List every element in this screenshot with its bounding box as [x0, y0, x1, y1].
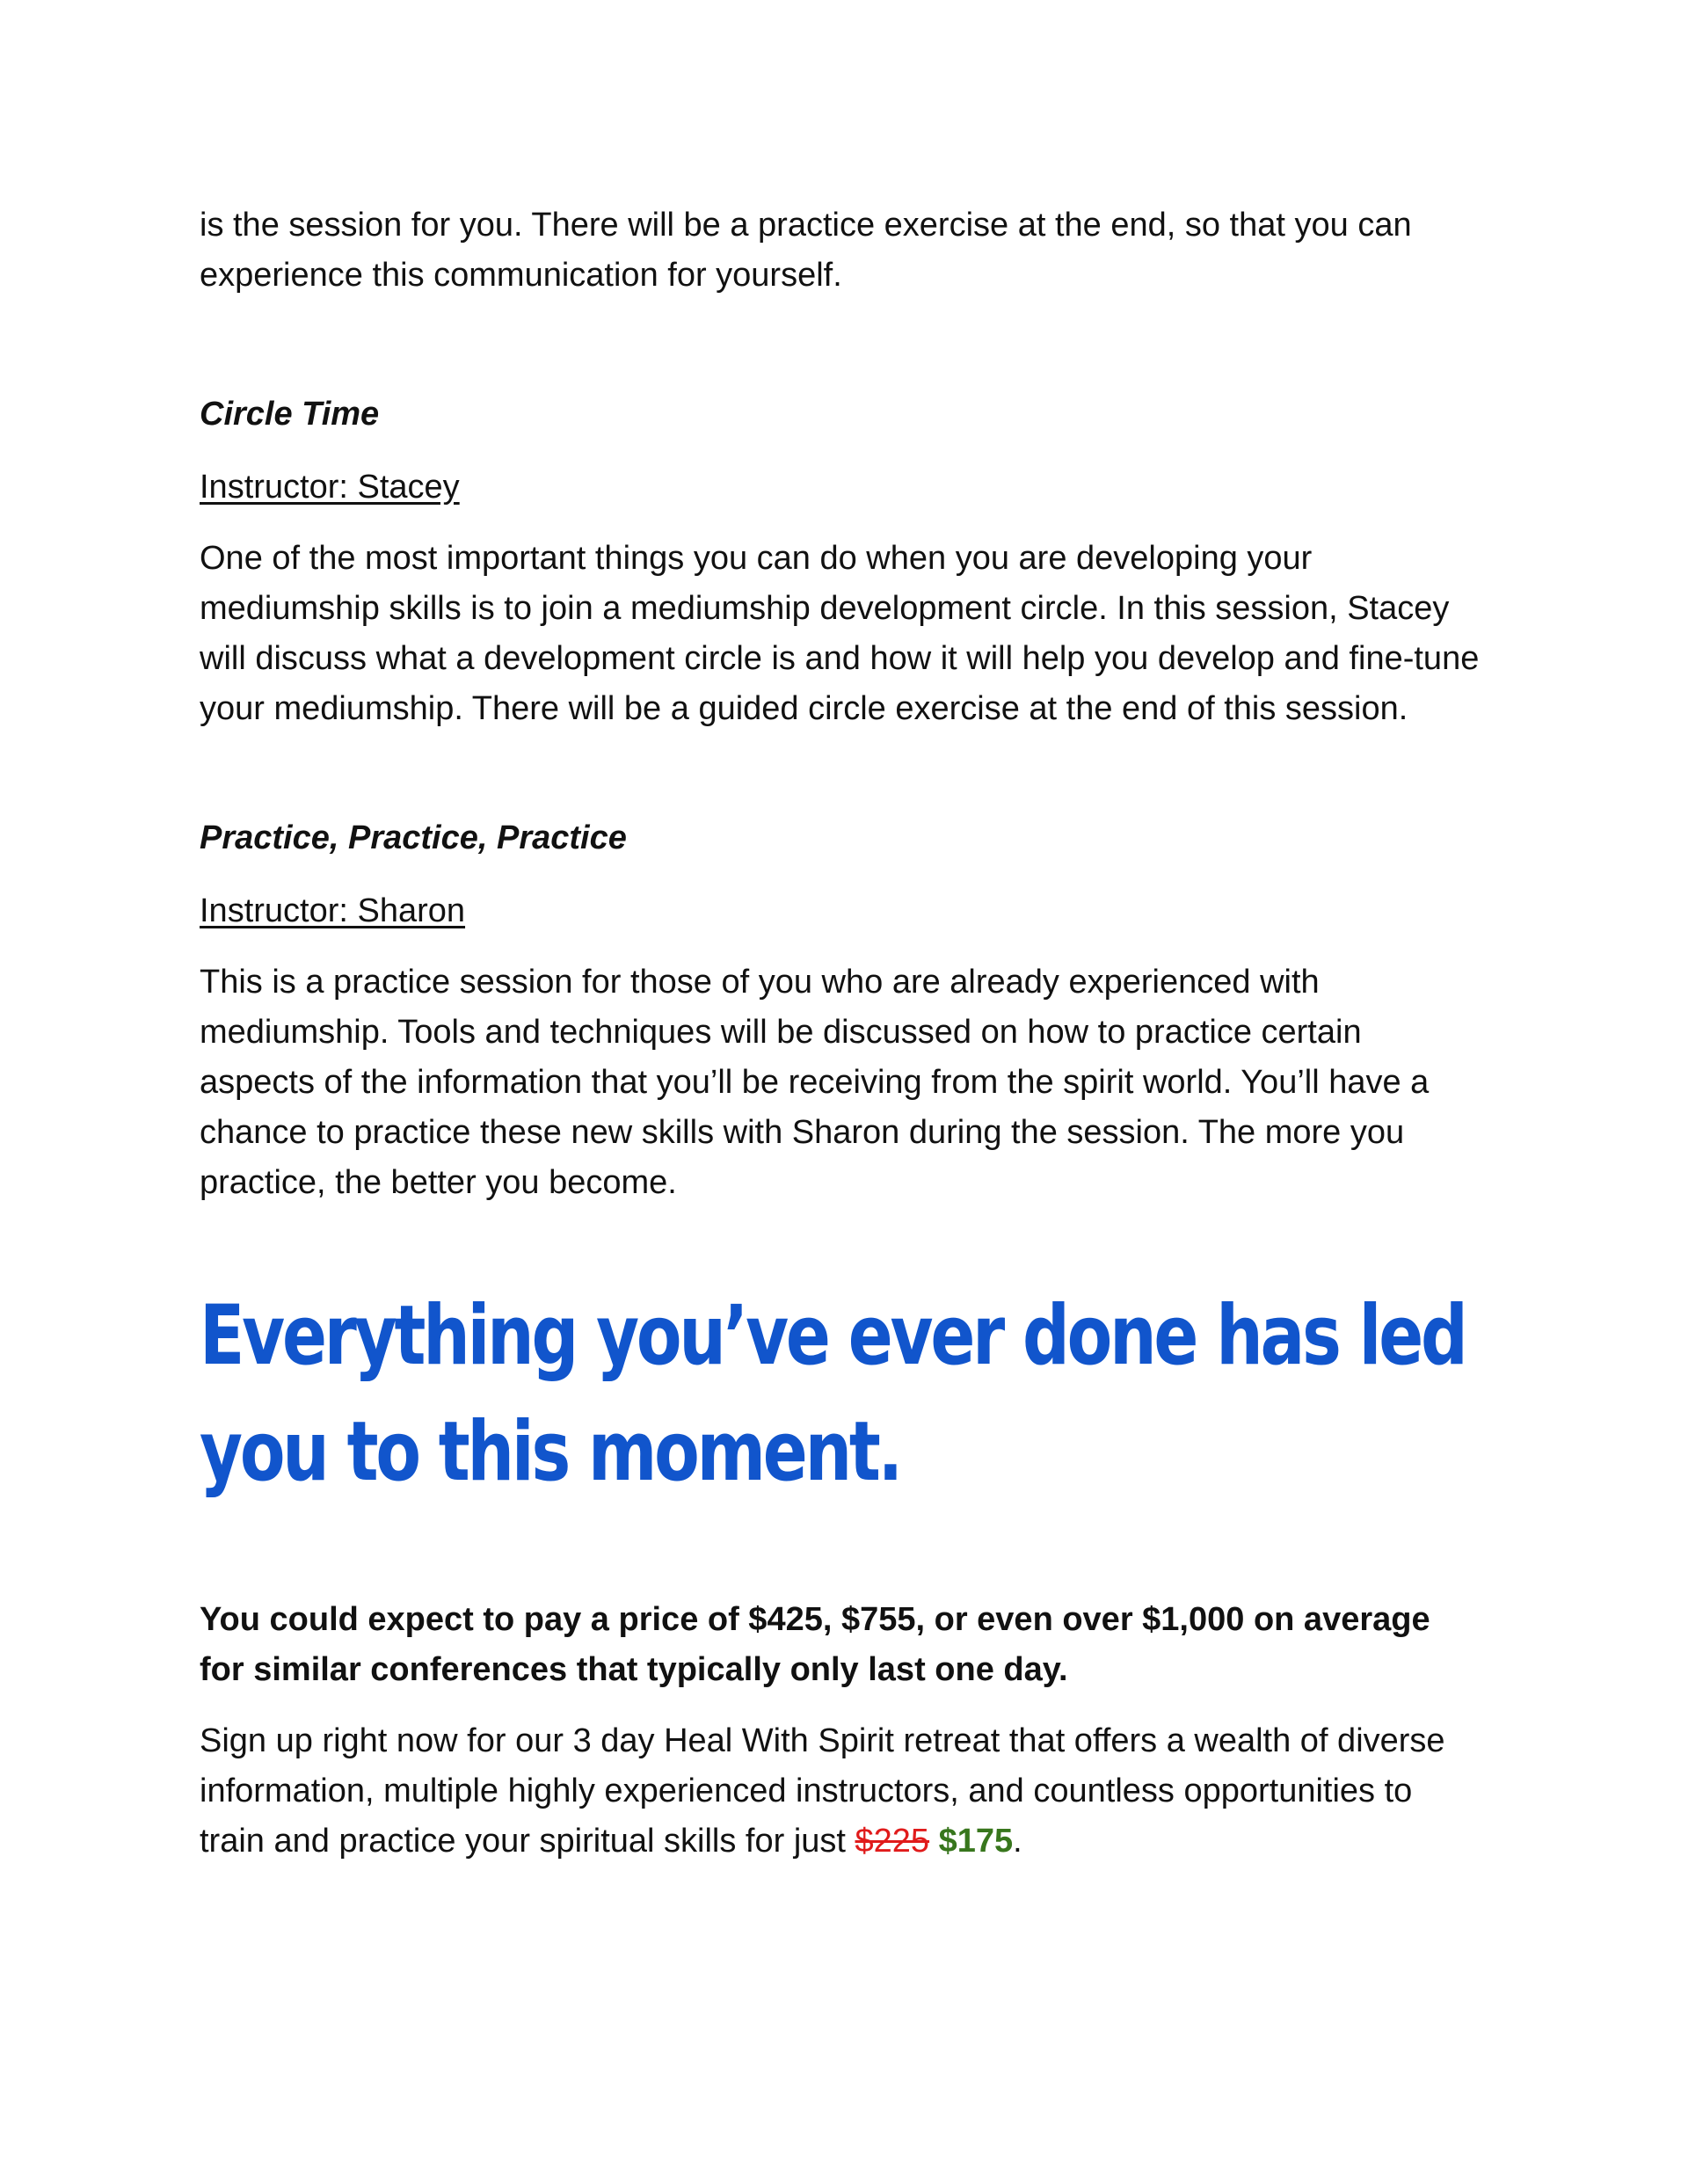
session-instructor-stacey: Instructor: Stacey: [200, 469, 460, 506]
old-price: $225: [855, 1823, 930, 1860]
document-page: [200, 200, 1518, 1867]
session-title-practice: Practice, Practice, Practice: [200, 819, 627, 856]
session-instructor-sharon: Instructor: Sharon: [200, 892, 466, 929]
signup-paragraph: [200, 1716, 1483, 1867]
session-description-circle-time: One of the most important things you can do when you are developing your mediumship skills is to join a mediumship development circle. In this session, Stacey will discuss what a development circle is and how it will help you develop and fine-tune your mediumship. There will be a guided circle exercise at the end of this session.: [200, 540, 1480, 727]
intro-paragraph: is the session for you. There will be a practice exercise at the end, so that you can experience this communication for yourself.: [200, 207, 1412, 294]
price-comparison: You could expect to pay a price of $425, $755, or even over $1,000 on average for similar conferences that typically only last one day.: [200, 1601, 1430, 1688]
session-description-practice: This is a practice session for those of you who are already experienced with mediumship. Tools and techniques will be discussed on how to practice certain aspects of the information that you’ll be receiving from the spirit world. You’ll have a chance to practice these new skills with Sharon during the session. The more you practice, the better you become.: [200, 964, 1430, 1201]
signup-text: Sign up right now for our 3 day Heal With Spirit retreat that offers a wealth of diverse information, multiple highly experienced instructors, and countless opportunities to train and practice your spiritual skills for just: [200, 1722, 1445, 1860]
headline: Everything you’ve ever done has led you to this moment.: [200, 1288, 1466, 1500]
signup-end: .: [1013, 1823, 1022, 1860]
session-title-circle-time: Circle Time: [200, 396, 380, 433]
new-price: $175: [938, 1823, 1014, 1860]
